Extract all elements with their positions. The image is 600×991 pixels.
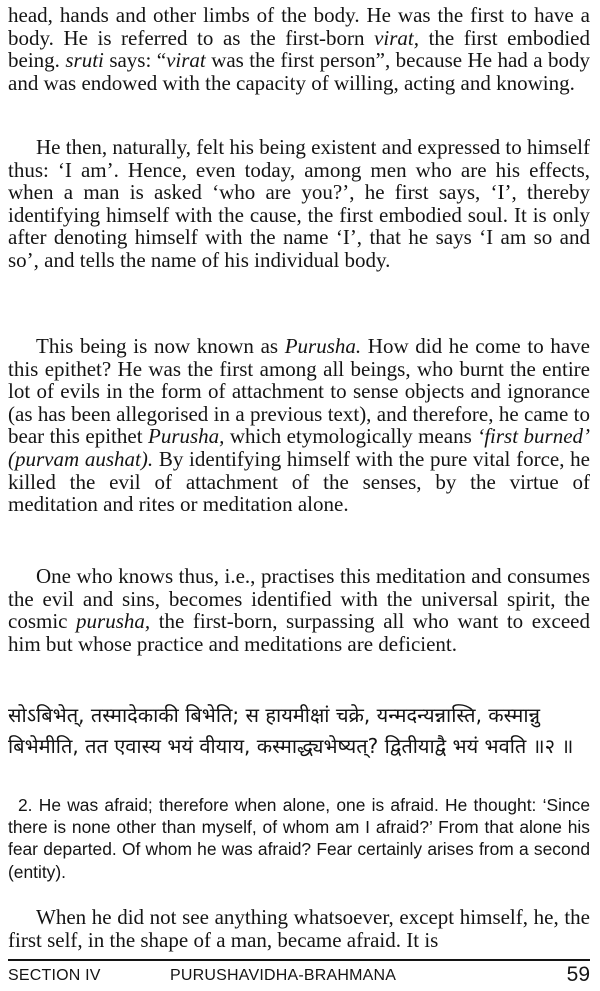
term-sruti: sruti <box>65 48 104 73</box>
paragraph-1 <box>8 4 590 94</box>
term-purusha: Purusha. <box>284 334 362 358</box>
paragraph-4 <box>8 565 590 655</box>
paragraph-1-text: the first embodied being. <box>8 25 590 73</box>
paragraph-3-text: This being is now known as <box>36 334 285 358</box>
paragraph-1-text: head, hands and other limbs of the body. He was the first to have a body. He is referred to as the first-born <box>8 3 590 50</box>
term-virat: virat, <box>374 25 420 50</box>
term-purusha: purusha, <box>76 609 151 634</box>
paragraph-3-text: which etymologically means <box>224 424 478 449</box>
paragraph-2: He then, naturally, felt his being existent and expressed to himself thus: ‘I am’. Hence, even today, among men who are his effects, when a man is asked ‘who are you?’, he first says, ‘I’, thereby identifying himself with the cause, the first embodied soul. It is only after denoting himself with the name ‘I’, that he says ‘I am so and so’, and tells the name of his individual body. <box>8 135 590 272</box>
paragraph-3-text: How did he come to have this epithet? He was the first among all beings, who burnt the entire lot of evils in the form of attachment to sense objects and ignorance (as has been allegorised in a previous text), and therefore, he came to bear this epithet <box>8 334 590 449</box>
paragraph-4-text: One who knows thus, i.e., practises this meditation and consumes the evil and sins, becomes identified with the universal spirit, the cosmic <box>8 564 590 634</box>
paragraph-4-text: the first-born, surpassing all who want to exceed him but whose practice and meditations are deficient. <box>8 609 590 656</box>
page-footer <box>8 959 590 991</box>
sanskrit-verse: सोऽबिभेत्, तस्मादेकाकी बिभेति; स हायमीक्षां चक्रे, यन्मदन्यन्नास्ति, कस्मान्नु बिभेमीति, तत एवास्य भयं वीयाय, कस्माद्ध्यभेष्यत्? द्वितीयाद्वै भयं भवति ॥२ ॥ <box>8 703 574 758</box>
paragraph-1-text: was the first person”, because He had a body and was endowed with the capacity of willing, acting and knowing. <box>8 48 590 95</box>
paragraph-5: When he did not see anything whatsoever, except himself, he, the first self, in the shape of a man, became afraid. It is <box>8 905 590 952</box>
footer-section: SECTION IV <box>8 967 101 984</box>
term-purusha: Purusha, <box>148 424 225 449</box>
term-first-burned: ‘first burned’ (purvam aushat). <box>8 424 591 471</box>
term-virat: virat <box>166 48 206 73</box>
paragraph-1-text: says: “ <box>103 48 167 73</box>
page-number: 59 <box>566 963 590 986</box>
paragraph-3 <box>8 335 590 516</box>
paragraph-3-text: By identifying himself with the pure vital force, he killed the evil of attachment of the senses, by the virtue of meditation and rites or meditation alone. <box>8 446 590 517</box>
footer-title: PURUSHAVIDHA-BRAHMANA <box>170 967 397 984</box>
verse-translation: 2. He was afraid; therefore when alone, one is afraid. He thought: ‘Since there is none other than myself, of whom am I afraid?’ From that alone his fear departed. Of whom he was afraid? Fear certainly arises from a second (entity). <box>8 795 590 882</box>
